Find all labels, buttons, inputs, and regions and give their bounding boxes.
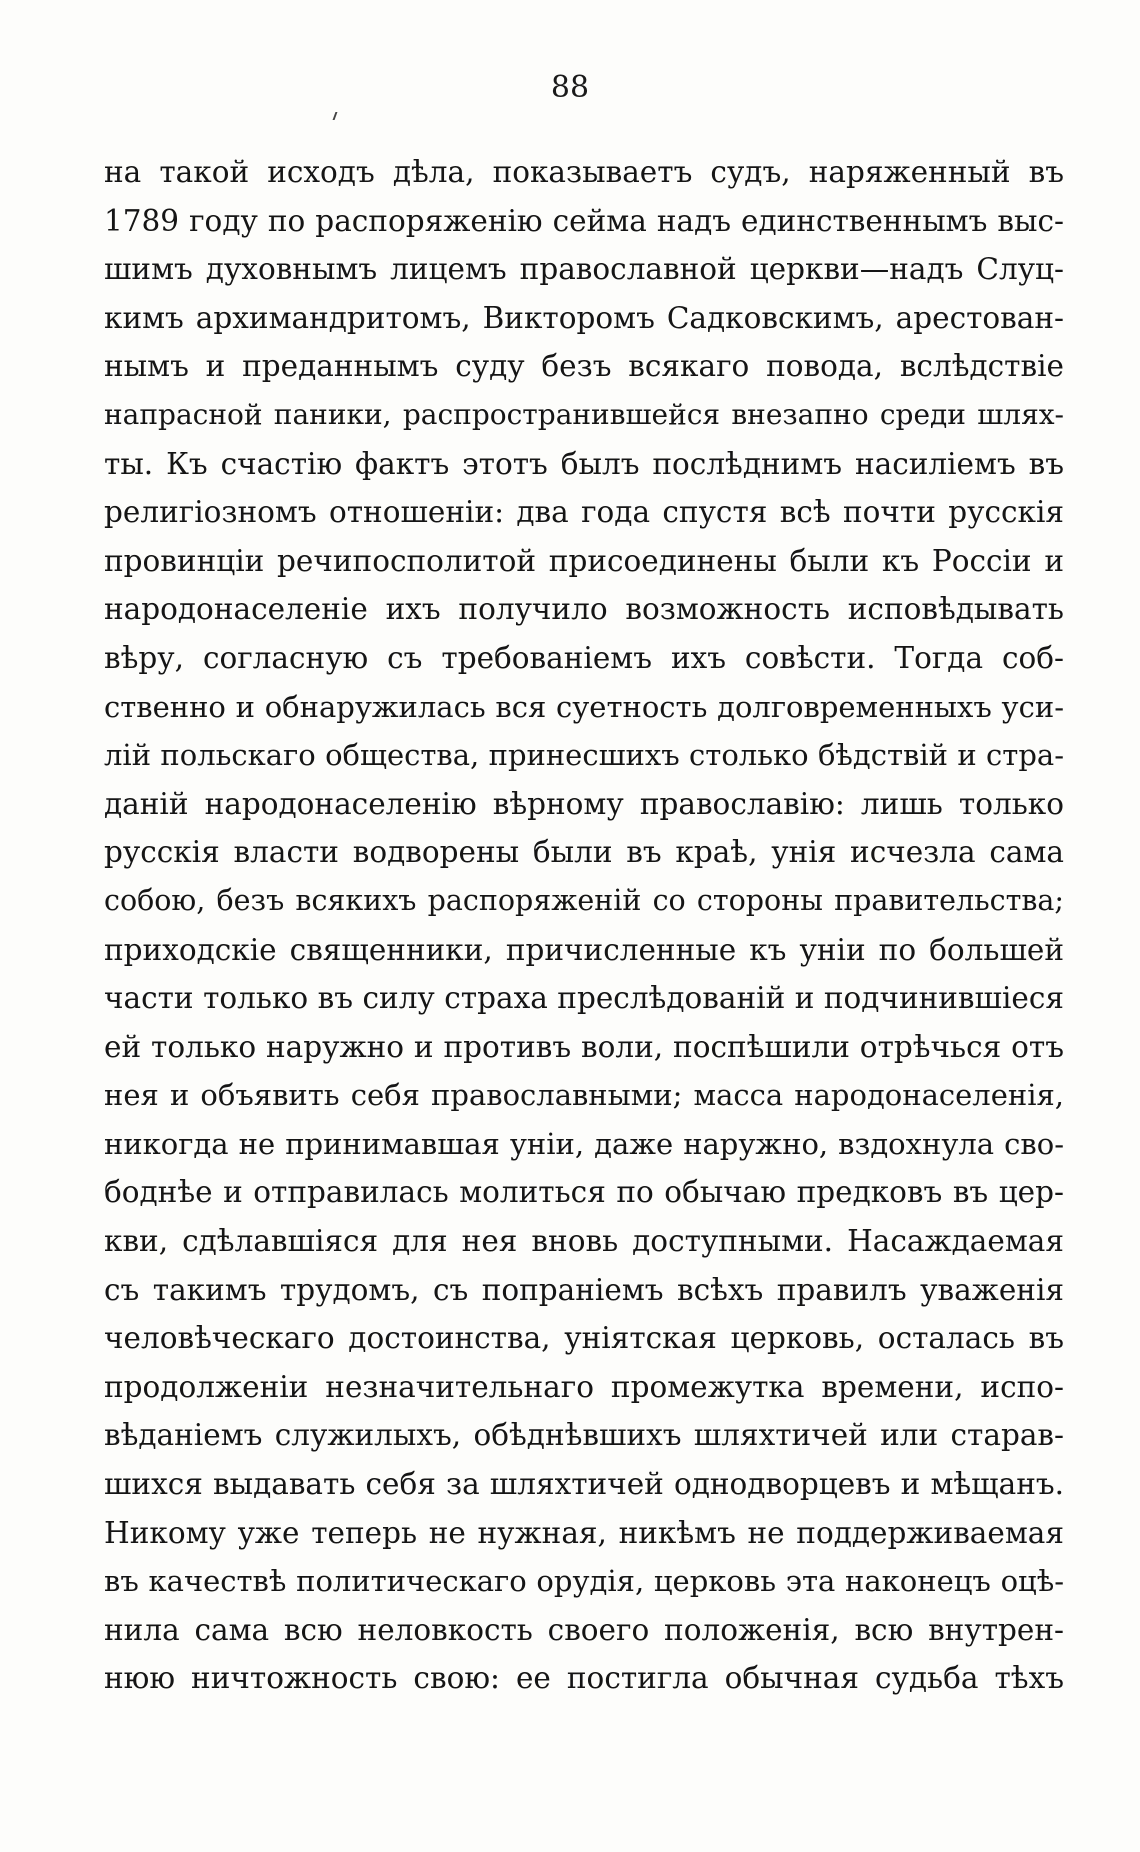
text-line: кимъ архимандритомъ, Викторомъ Садковскимъ, арестован- <box>104 300 1064 335</box>
text-line: нила сама всю неловкость своего положенія, всю внутрен- <box>104 1612 1064 1647</box>
text-line: ственно и обнаружилась вся суетность долговременныхъ уси- <box>104 689 1064 724</box>
text-line: нымъ и преданнымъ суду безъ всякаго повода, вслѣдствіе <box>104 349 1064 384</box>
text-line: съ такимъ трудомъ, съ попраніемъ всѣхъ правилъ уваженія <box>104 1272 1064 1307</box>
text-line: въ качествѣ политическаго орудія, церковь эта наконецъ оцѣ- <box>104 1564 1064 1599</box>
text-line: ты. Къ счастію фактъ этотъ былъ послѣднимъ насиліемъ въ <box>104 446 1064 481</box>
text-line: боднѣе и отправилась молиться по обычаю предковъ въ цер- <box>104 1175 1064 1210</box>
text-line: шимъ духовнымъ лицемъ православной церкви—надъ Слуц- <box>104 252 1064 287</box>
text-line: провинціи речипосполитой присоединены были къ Россіи и <box>104 543 1064 578</box>
text-line: приходскіе священники, причисленные къ уніи по большей <box>104 932 1064 967</box>
text-line: напрасной паники, распространившейся внезапно среди шлях- <box>104 397 1064 431</box>
text-line: на такой исходъ дѣла, показываетъ судъ, наряженный въ <box>104 155 1064 189</box>
text-line: нея и объявить себя православными; масса народонаселенія, <box>104 1078 1064 1113</box>
text-line: даній народонаселенію вѣрному православію: лишь только <box>104 786 1064 821</box>
text-line: шихся выдавать себя за шляхтичей однодворцевъ и мѣщанъ. <box>104 1467 1064 1502</box>
text-line: вѣру, согласную съ требованіемъ ихъ совѣсти. Тогда соб- <box>104 640 1064 675</box>
text-line: кви, сдѣлавшіяся для нея вновь доступными. Насаждаемая <box>104 1224 1064 1259</box>
text-line: собою, безъ всякихъ распоряженій со стороны правительства; <box>104 883 1064 917</box>
text-line: ей только наружно и противъ воли, поспѣшили отрѣчься отъ <box>104 1029 1064 1064</box>
text-line: продолженіи незначительнаго промежутка времени, испо- <box>104 1369 1064 1404</box>
text-line: лій польскаго общества, принесшихъ столько бѣдствій и стра- <box>104 738 1064 773</box>
text-line: нюю ничтожность свою: ее постигла обычная судьба тѣхъ <box>104 1661 1064 1696</box>
text-line: части только въ силу страха преслѣдованій и подчинившіеся <box>104 981 1064 1016</box>
text-line: вѣданіемъ служилыхъ, обѣднѣвшихъ шляхтичей или старав- <box>104 1418 1064 1453</box>
page-number: 88 <box>550 70 590 105</box>
text-line: человѣческаго достоинства, уніятская церковь, осталась въ <box>104 1321 1064 1356</box>
text-line: никогда не принимавшая уніи, даже наружно, вздохнула сво- <box>104 1126 1064 1161</box>
text-line: Никому уже теперь не нужная, никѣмъ не поддерживаемая <box>104 1515 1064 1550</box>
body-text <box>104 148 1064 1703</box>
text-line: народонаселеніе ихъ получило возможность исповѣдывать <box>104 592 1064 627</box>
text-line: 1789 году по распоряженію сейма надъ единственнымъ выс- <box>104 203 1064 238</box>
text-line: религіозномъ отношеніи: два года спустя всѣ почти русскія <box>104 495 1064 530</box>
ink-speck <box>333 112 338 120</box>
text-line: русскія власти водворены были въ краѣ, унія исчезла сама <box>104 835 1064 870</box>
